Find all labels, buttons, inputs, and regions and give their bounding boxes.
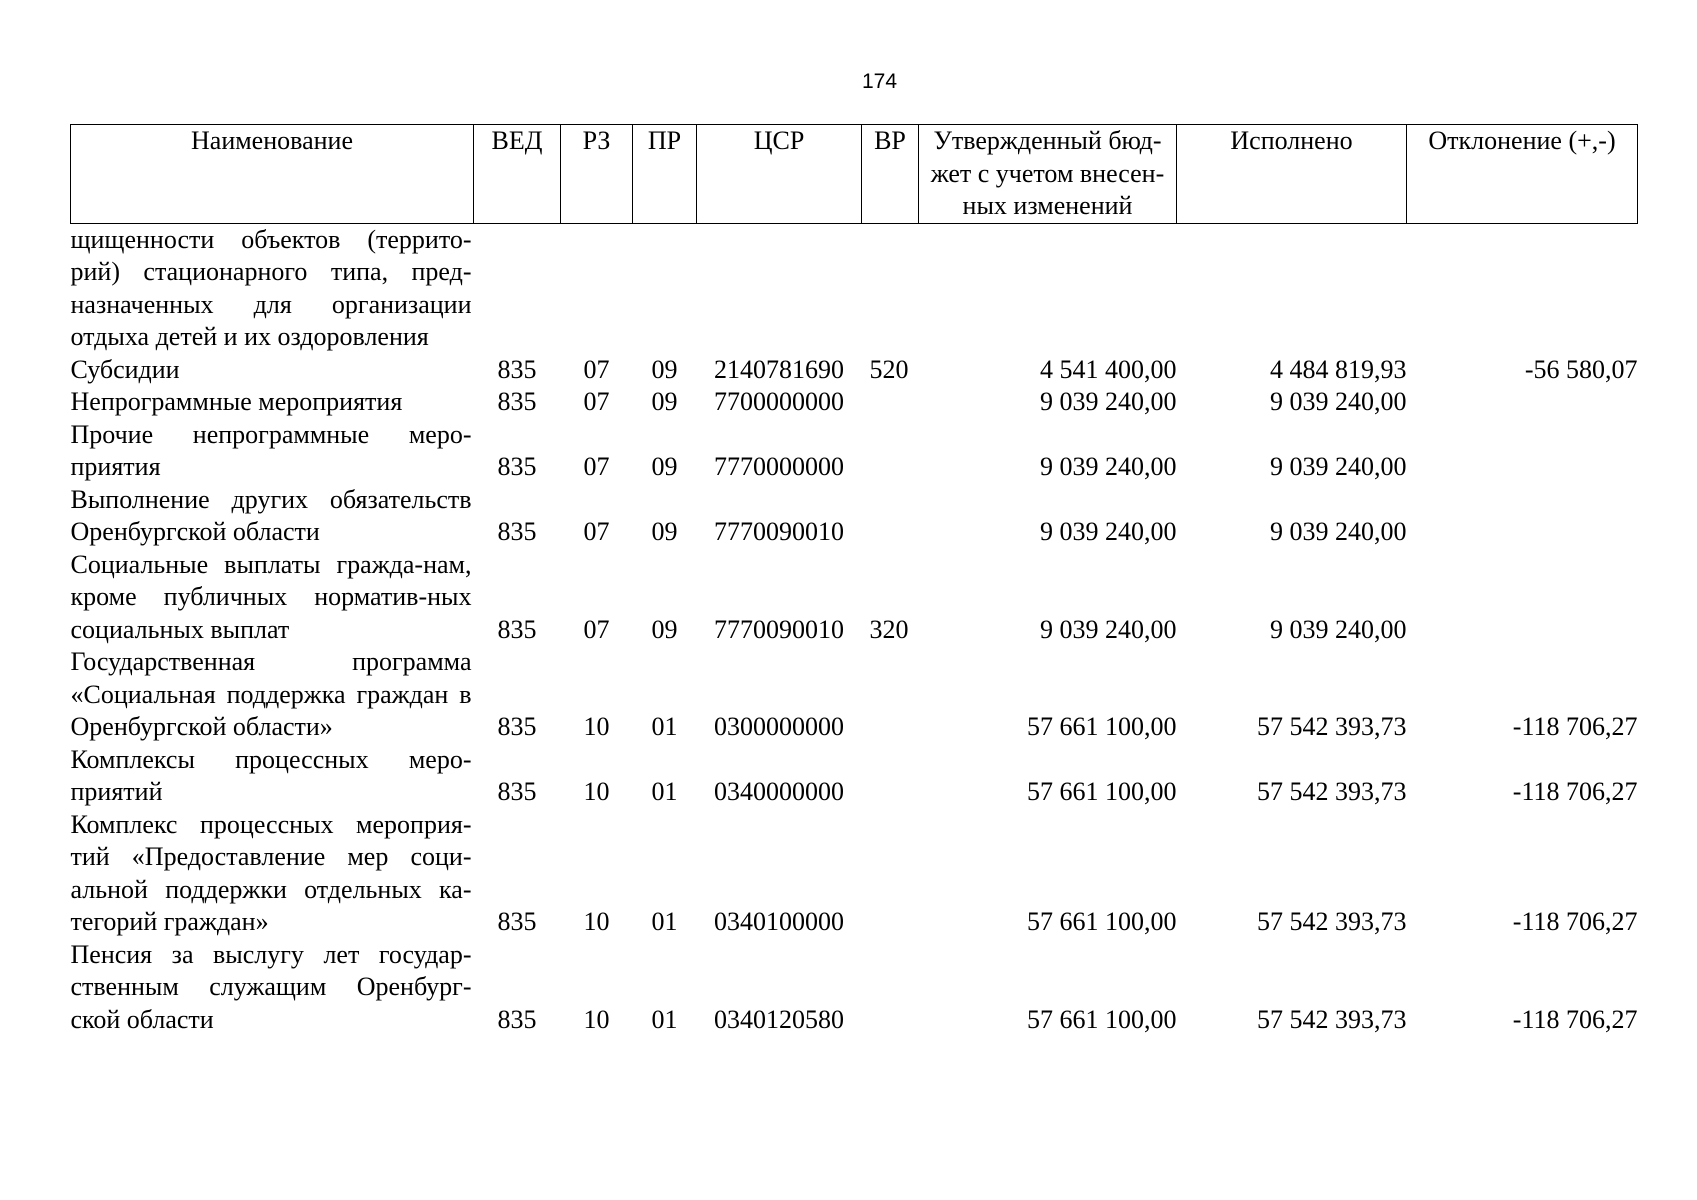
- cell-csr: 0340120580: [714, 1004, 844, 1034]
- cell-approved: 9 039 240,00: [1040, 387, 1177, 416]
- table-header: [71, 125, 1638, 224]
- cell-rz: 10: [583, 712, 610, 741]
- cell-rz: [561, 223, 633, 354]
- cell-csr: 7770090010: [714, 614, 844, 644]
- table-row: [71, 646, 1638, 744]
- cell-csr: 7770000000: [714, 452, 844, 481]
- cell-ved: 835: [497, 777, 537, 806]
- cell-pr: 01: [651, 712, 678, 741]
- cell-approved: 57 661 100,00: [1027, 777, 1177, 806]
- cell-vr: [862, 939, 919, 1037]
- cell-ved: 835: [497, 354, 537, 384]
- cell-rz: 10: [583, 907, 610, 936]
- cell-csr: 7700000000: [714, 387, 844, 416]
- cell-name: Комплекс процессных мероприя-тий «Предоставление мер соци-альной поддержки отдельных ка-тегорий граждан»: [70, 809, 472, 936]
- header-pr: ПР: [633, 125, 697, 224]
- cell-deviation: -118 706,27: [1512, 1004, 1638, 1034]
- cell-deviation: [1407, 223, 1638, 354]
- cell-ved: 835: [497, 387, 537, 416]
- cell-pr: 09: [651, 614, 678, 644]
- cell-rz: 07: [583, 354, 610, 384]
- cell-executed: 57 542 393,73: [1257, 1004, 1407, 1034]
- table-row: [71, 354, 1638, 387]
- cell-ved: 835: [497, 712, 537, 741]
- header-approved-budget: Утвержденный бюд-жет с учетом внесен-ных изменений: [919, 125, 1177, 224]
- cell-ved: 835: [497, 907, 537, 936]
- cell-approved: 57 661 100,00: [1027, 1004, 1177, 1034]
- cell-vr: 320: [869, 614, 909, 644]
- table-row: [71, 223, 1638, 354]
- cell-rz: 10: [583, 1004, 610, 1034]
- cell-pr: [633, 223, 697, 354]
- cell-approved: 9 039 240,00: [1040, 452, 1177, 481]
- cell-csr: 0340100000: [714, 907, 844, 936]
- cell-rz: 07: [583, 452, 610, 481]
- table-row: [71, 939, 1638, 1037]
- cell-ved: 835: [497, 1004, 537, 1034]
- cell-pr: 09: [651, 517, 678, 546]
- cell-approved: 9 039 240,00: [1040, 614, 1177, 644]
- cell-name: Непрограммные мероприятия: [70, 387, 403, 416]
- cell-executed: 57 542 393,73: [1257, 712, 1407, 741]
- cell-ved: 835: [497, 452, 537, 481]
- cell-name: Государственная программа «Социальная поддержка граждан в Оренбургской области»: [70, 647, 472, 741]
- cell-csr: [697, 223, 862, 354]
- cell-vr: [862, 484, 919, 549]
- cell-csr: 0300000000: [714, 712, 844, 741]
- cell-rz: 07: [583, 614, 610, 644]
- cell-vr: [862, 419, 919, 484]
- cell-name: Прочие непрограммные меро-приятия: [70, 419, 472, 481]
- cell-vr: [862, 646, 919, 744]
- cell-approved: [919, 223, 1177, 354]
- cell-rz: 07: [583, 387, 610, 416]
- cell-name: Пенсия за выслугу лет государ-ственным служащим Оренбург-ской области: [70, 939, 472, 1034]
- header-executed: Исполнено: [1177, 125, 1407, 224]
- page-number: 174: [861, 70, 898, 93]
- cell-approved: 9 039 240,00: [1040, 517, 1177, 546]
- cell-executed: 57 542 393,73: [1257, 907, 1407, 936]
- cell-deviation: -118 706,27: [1512, 777, 1638, 806]
- header-rz: РЗ: [561, 125, 633, 224]
- cell-deviation: [1407, 386, 1638, 419]
- table-row: [71, 744, 1638, 809]
- cell-executed: 9 039 240,00: [1270, 614, 1407, 644]
- cell-executed: 9 039 240,00: [1270, 517, 1407, 546]
- table-row: [71, 484, 1638, 549]
- cell-vr: 520: [869, 354, 909, 384]
- cell-deviation: -56 580,07: [1524, 354, 1638, 384]
- table-row: [71, 549, 1638, 647]
- cell-name: Субсидии: [70, 354, 180, 384]
- cell-executed: [1177, 223, 1407, 354]
- cell-vr: [862, 744, 919, 809]
- cell-pr: 01: [651, 777, 678, 806]
- cell-pr: 09: [651, 387, 678, 416]
- cell-name: щищенности объектов (террито-рий) стационарного типа, пред-назначенных для организации отдыха детей и их оздоровления: [70, 224, 472, 351]
- cell-csr: 0340000000: [714, 777, 844, 806]
- table-row: [71, 386, 1638, 419]
- cell-ved: 835: [497, 517, 537, 546]
- cell-name: Комплексы процессных меро-приятий: [70, 744, 472, 806]
- cell-executed: 9 039 240,00: [1270, 387, 1407, 416]
- cell-approved: 57 661 100,00: [1027, 712, 1177, 741]
- table-body: [71, 223, 1638, 1036]
- cell-approved: 4 541 400,00: [1040, 354, 1177, 384]
- cell-rz: 07: [583, 517, 610, 546]
- table-row: [71, 809, 1638, 939]
- cell-approved: 57 661 100,00: [1027, 907, 1177, 936]
- cell-deviation: -118 706,27: [1512, 712, 1638, 741]
- cell-vr: [862, 809, 919, 939]
- cell-pr: 09: [651, 452, 678, 481]
- budget-table: [70, 124, 1638, 1036]
- table-row: [71, 419, 1638, 484]
- cell-vr: [862, 386, 919, 419]
- header-csr: ЦСР: [697, 125, 862, 224]
- cell-deviation: [1407, 549, 1638, 647]
- header-ved: ВЕД: [474, 125, 561, 224]
- cell-pr: 01: [651, 1004, 678, 1034]
- cell-pr: 01: [651, 907, 678, 936]
- cell-csr: 7770090010: [714, 517, 844, 546]
- header-vr: ВР: [862, 125, 919, 224]
- cell-name: Социальные выплаты гражда-нам, кроме публичных норматив-ных социальных выплат: [70, 549, 472, 644]
- cell-name: Выполнение других обязательств Оренбургской области: [70, 484, 472, 546]
- cell-executed: 57 542 393,73: [1257, 777, 1407, 806]
- cell-vr: [862, 223, 919, 354]
- cell-pr: 09: [651, 354, 678, 384]
- header-deviation: Отклонение (+,-): [1407, 125, 1638, 224]
- cell-deviation: -118 706,27: [1512, 907, 1638, 936]
- cell-csr: 2140781690: [714, 354, 844, 384]
- cell-ved: 835: [497, 614, 537, 644]
- cell-deviation: [1407, 484, 1638, 549]
- header-name: Наименование: [71, 125, 474, 224]
- cell-deviation: [1407, 419, 1638, 484]
- cell-executed: 9 039 240,00: [1270, 452, 1407, 481]
- cell-ved: [474, 223, 561, 354]
- cell-rz: 10: [583, 777, 610, 806]
- cell-executed: 4 484 819,93: [1270, 354, 1407, 384]
